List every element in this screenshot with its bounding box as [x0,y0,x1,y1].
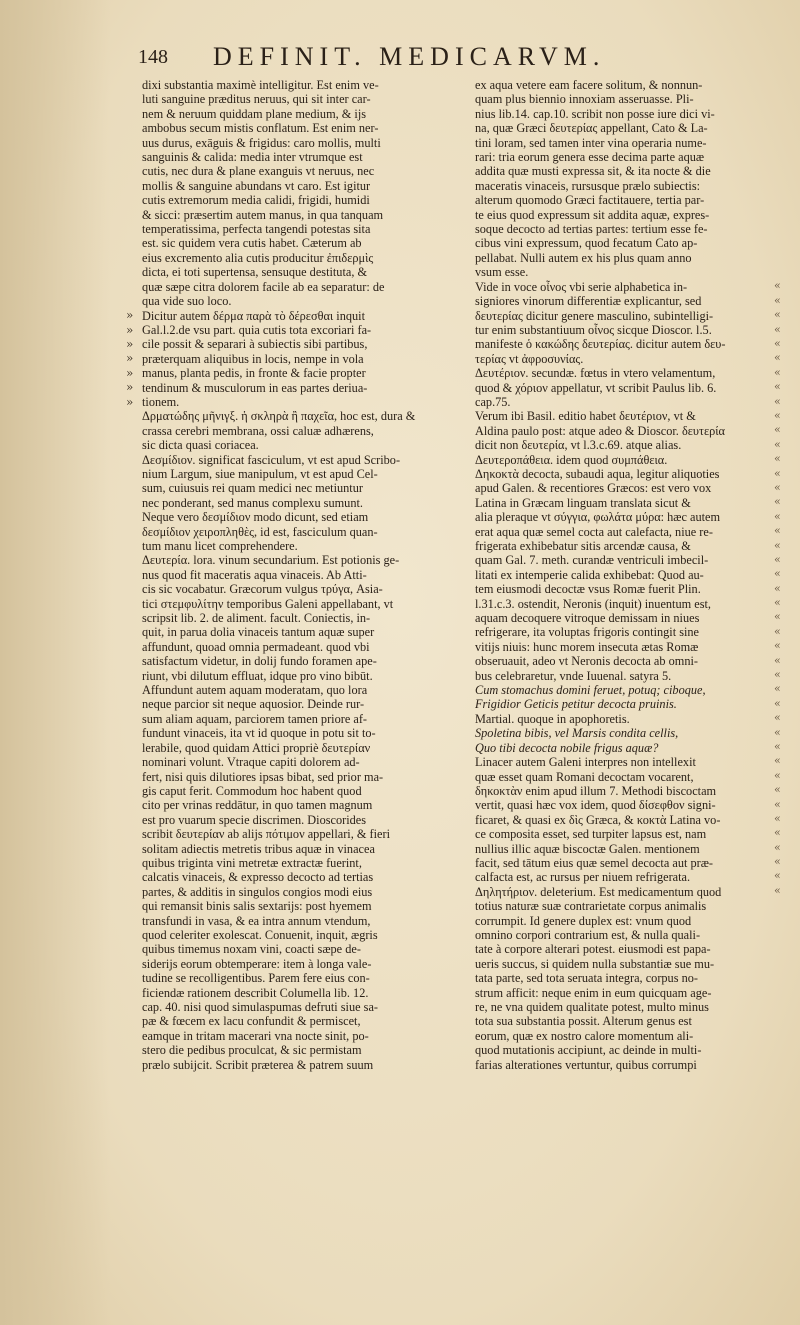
text-line: tota sua substantia possit. Alterum genus est [475,1014,692,1029]
text-line: dixi substantia maximè intelligitur. Est enim ve- [142,78,379,92]
margin-mark: « [774,279,781,293]
text-line: tem eiusmodi decoctæ vsus Romæ fuerit Plin. [475,582,701,597]
text-line: litati ex intemperie calida exhibebat: Quod au- [475,567,704,582]
text-line: eamque in tritam macerari vna nocte sinit, po- [142,1028,369,1043]
margin-mark: « [774,696,781,710]
text-line: bus celebraretur, vnde Iuuenal. satyra 5. [475,668,672,683]
margin-mark [774,222,792,236]
text-line: Δευτέριον. secundæ. fœtus in vtero velamentum, [475,366,716,381]
text-line: cito per vrinas reddātur, in quo tamen magnum [142,798,373,813]
margin-mark [774,265,792,279]
margin-mark [774,193,792,207]
margin-mark [774,107,792,121]
text-line: tate à corpore alterari potest. eiusmodi est papa- [475,942,711,957]
text-line: stero die pedibus proculcat, & sic permistam [142,1043,362,1058]
text-line: lerabile, quod quidam Attici propriè δευτερίαν [142,740,371,755]
text-line: quæ sæpe citra dolorem facile ab ea separatur: de [142,279,385,294]
text-line: Frigidior Geticis petitur decocta pruinis. [475,697,677,712]
text-line: pæ & fœcem ex lacu confundit & permiscet, [142,1014,361,1029]
margin-mark [126,150,140,164]
text-line: τερίας vt ἀφροσυνίας. [475,351,584,366]
text-line: quam Gal. 7. meth. curandæ ventriculi imbecil- [475,553,709,568]
margin-mark: « [774,739,781,753]
text-line: δευτερίας dicitur genere masculino, subintelligi- [475,308,714,323]
text-line: ce composita esset, sed turpiter lapsus est, nam [475,827,707,842]
text-line: Martial. quoque in apophoretis. [475,711,630,726]
page-number: 148 [138,46,168,68]
text-line: mollis & sanguine abundans vt caro. Est igitur [142,178,371,193]
margin-mark: « [774,437,781,451]
margin-mark: « [774,452,781,466]
margin-mark: « [774,883,781,897]
margin-mark: « [774,653,781,667]
text-line: Δηκοκτὰ decocta, subaudi aqua, legitur aliquoties [475,466,720,481]
text-line: Gal.l.2.de vsu part. quia cutis tota excoriari fa- [142,322,372,337]
text-line: tici στεμφυλίτην temporibus Galeni appellabant, vt [142,596,394,611]
text-line: ficiendæ rationem describit Columella lib. 12. [142,985,369,1000]
text-line: cap.75. [475,394,511,409]
margin-mark: « [774,293,781,307]
text-line: frigerata exhibebatur sitis arcendæ causa, & [475,539,691,553]
text-line: quod & χόριον appellatur, vt scribit Paulus lib. 6. [475,380,717,395]
text-line: præterquam aliquibus in locis, nempe in vola [142,351,364,366]
margin-mark: « [774,552,781,566]
text-line: est. sic quidem vera cutis habet. Cæterum ab [142,236,362,251]
margin-mark [774,164,792,178]
text-line: tudine se recolligentibus. Parem fere eius con- [142,971,370,986]
right-margin-quotes [774,78,792,898]
margin-mark: « [774,840,781,854]
margin-mark: » [126,365,134,380]
text-line: facit, sed tātum eius quæ semel decocta aut præ- [475,855,714,870]
text-line: eorum, quæ ex nostro calore momentum ali- [475,1028,694,1043]
text-line: ficaret, & quasi ex δὶς Græca, & κοκτὰ Latina vo- [475,812,721,827]
text-line: nius lib.14. cap.10. scribit non posse iure dici vi- [475,106,715,121]
text-line: Aldina paulo post: atque adeo & Dioscor. δευτερία [475,423,725,438]
text-line: nullius illic aquæ biscoctæ Galen. mentionem [475,841,700,856]
margin-mark: « [774,322,781,336]
margin-mark: « [774,768,781,782]
text-line: cis sic vocabatur. Græcorum vulgus τρύγα, Asia- [142,582,383,597]
text-line: signiores vinorum differentiæ explicantur, sed [475,294,702,309]
margin-mark: » [126,308,134,323]
margin-mark [126,92,140,106]
margin-mark [126,121,140,135]
text-line: uus durus, exāguis & frigidus: caro mollis, multi [142,135,381,150]
page-gutter-shadow [0,0,110,1325]
margin-mark: « [774,480,781,494]
text-line: quibus timemus noxam vini, coacti sæpe de- [142,942,361,957]
margin-mark: » [126,351,134,366]
text-line: farias alterationes vertuntur, quibus corrumpi [475,1057,697,1072]
text-line: refrigerare, ita voluptas frigoris contingit sine [475,625,700,640]
text-line: cap. 40. nisi quod simulaspumas defruti siue sa- [142,1000,378,1014]
margin-mark: « [774,826,781,840]
margin-mark: « [774,811,781,825]
text-line: nium Largum, siue manipulum, vt est apud Cel- [142,466,378,481]
margin-mark [126,236,140,250]
margin-mark: « [774,495,781,509]
text-line: ueris succus, si quidem nulla substantiæ sue mu- [475,956,715,971]
margin-mark: « [774,624,781,638]
text-line: eius excremento alia cutis producitur ἐπιδερμὶς [142,250,374,265]
text-line: sum, cuiusuis rei quam medici nec metiuntur [142,481,363,496]
text-line: totius naturæ suæ contrarietate corpus animalis [475,899,707,914]
text-line: transfundi in vasa, & ea intra annum vtendum, [142,913,371,928]
margin-mark: « [774,754,781,768]
text-line: corrumpit. Id genere duplex est: vnum quod [475,913,692,928]
text-line: δεσμίδιον χειροπληθὲς, id est, fasciculum quan- [142,524,378,539]
text-line: crassa cerebri membrana, ossi caluæ adhærens, [142,423,374,438]
margin-mark [774,150,792,164]
text-line: gis caput ferit. Commodum hoc habent quod [142,783,362,798]
text-line: erat aqua quæ semel cocta aut calefacta, niue re- [475,524,713,539]
text-line: soque decocto ad tertias partes: tertium esse fe- [475,222,708,237]
text-line: satisfactum videtur, in dolij fundo foramen ape- [142,654,377,669]
text-line: manifeste ὁ κακώδης δευτερίας. dicitur autem δευ- [475,337,726,352]
text-line: Dicitur autem δέρμα παρὰ τὸ δέρεσθαι inquit [142,308,365,323]
text-line: tendinum & musculorum in eas partes deriua- [142,380,368,395]
text-line: tum manu licet comprehendere. [142,539,298,553]
margin-mark: « [774,567,781,581]
text-line: quibus triginta vini metretæ extractæ fuerint, [142,855,362,870]
text-line: Spoletina bibis, vel Marsis condita cellis, [475,726,679,741]
text-line: sum aliam aquam, parciorem tamen priore af- [142,711,368,726]
text-line: Affundunt autem aquam moderatam, quo lora [142,683,368,698]
running-title: DEFINIT. MEDICARVM. [213,42,606,71]
text-line: Δηλητήριον. deleterium. Est medicamentum quod [475,884,722,899]
text-line: est pro vuarum specie discrimen. Dioscorides [142,812,367,827]
text-line: Neque vero δεσμίδιον modo dicunt, sed etiam [142,510,369,525]
text-line: siderijs eorum obtemperare: item à longa vale- [142,956,372,971]
text-line: ambobus secum mistis conflatum. Est enim ner- [142,121,379,136]
text-line: sic dicta quasi coriacea. [142,438,259,453]
text-line: dicta, ei toti supertensa, sensuque destituta, & [142,265,368,280]
text-line: scripsit lib. 2. de aliment. facult. Coniectis, in- [142,611,371,626]
text-line: prælo subijcit. Scribit præterea & patrem suum [142,1057,374,1072]
margin-mark: » [126,337,134,352]
margin-mark: « [774,596,781,610]
text-line: na, quæ Græci δευτερίας appellant, Cato & La- [475,121,708,136]
text-line: tur enim substantiuum οἶνος sicque Dioscor. l.5. [475,322,712,337]
text-line: nominari volunt. Vtraque capiti dolorem ad- [142,755,360,770]
text-line: te eius quod expressum sit addita aquæ, expres- [475,207,710,222]
margin-mark: « [774,466,781,480]
margin-mark: » [126,322,134,337]
left-text-column [142,78,467,1303]
margin-mark [774,136,792,150]
margin-mark [126,251,140,265]
text-line: vertit, quasi hæc vox idem, quod δίσεφθον signi- [475,798,716,813]
margin-mark: « [774,581,781,595]
text-line: Vide in voce οἶνος vbi serie alphabetica in- [475,279,688,294]
text-line: calfacta est, ac rursus per niuem refrigerata. [475,870,691,885]
margin-mark: « [774,351,781,365]
text-line: addita quæ musti expressa sit, & ita nocte & die [475,164,711,179]
text-line: aquam decoquere vitroque demissam in niues [475,611,700,626]
text-line: dicit non δευτερία, vt l.3.c.69. atque alias. [475,438,682,453]
margin-mark: « [774,869,781,883]
text-line: temperatissima, perfecta tangendi potestas sita [142,222,371,237]
text-line: Δρματώδης μῆνιγξ. ἡ σκληρὰ ἢ παχεῖα, hoc est, dura & [142,409,416,424]
text-line: δηκοκτὰν enim apud illum 7. Methodi biscoctam [475,783,717,798]
text-line: partes, & additis in singulos congios modi eius [142,884,373,899]
margin-mark [774,251,792,265]
text-line: riunt, vbi dilutum effluat, idque pro vino bibūt. [142,668,373,683]
text-line: quam plus biennio innoxiam asseruasse. Pli- [475,92,694,107]
text-line: alia pleraque vt σύγγια, φωλάτα μύρα: hæc autem [475,510,721,525]
text-line: Δευτεροπάθεια. idem quod συμπάθεια. [475,452,668,467]
text-line: vitijs niuis: hunc morem insecuta ætas Romæ [475,639,699,654]
text-line: quæ esset quam Romani decoctam vocarent, [475,769,694,784]
margin-mark: « [774,538,781,552]
margin-mark [774,121,792,135]
page-header [138,42,780,76]
margin-mark: « [774,639,781,653]
margin-mark [126,179,140,193]
text-line: qua vide suo loco. [142,294,232,309]
margin-mark [774,78,792,92]
margin-mark [774,92,792,106]
text-line: qui remansit binis salis sextarijs: post hyemem [142,899,372,914]
margin-mark: « [774,408,781,422]
margin-mark: « [774,509,781,523]
text-line: Δεσμίδιον. significat fasciculum, vt est apud Scribo- [142,452,401,467]
margin-mark [774,208,792,222]
text-line: Quo tibi decocta nobile frigus aquæ? [475,740,659,755]
margin-mark: « [774,711,781,725]
margin-mark: « [774,668,781,682]
left-margin-quotes [126,78,140,409]
margin-mark: « [774,394,781,408]
margin-mark [126,136,140,150]
text-line: manus, planta pedis, in fronte & facie propter [142,366,366,381]
margin-mark: « [774,380,781,394]
text-line: & sicci: præsertim autem manus, in qua tanquam [142,207,384,222]
margin-mark [126,279,140,293]
text-line: Verum ibi Basil. editio habet δευτέριον, vt & [475,409,696,424]
text-line: rari: tria eorum genera esse decima parte aquæ [475,150,705,165]
text-line: quit, in parua dolia vinaceis tantum aquæ super [142,625,375,640]
text-line: obseruauit, adeo vt Neronis decocta ab omni- [475,654,698,669]
text-line: cutis extremorum media calidi, frigidi, humidi [142,193,370,208]
text-line: l.31.c.3. ostendit, Neronis (inquit) inuentum est, [475,596,712,611]
margin-mark: « [774,855,781,869]
text-line: scribit δευτερίαν ab alijs πότιμον appellari, & fieri [142,827,390,842]
margin-mark: « [774,308,781,322]
margin-mark: « [774,365,781,379]
text-line: calcatis vinaceis, & expresso decocto ad tertias [142,870,374,885]
text-line: pellabat. Nulli autem ex his plus quam anno [475,250,692,265]
text-line: fert, nisi quis dilutiores ipsas bibat, sed prior ma- [142,769,384,784]
margin-mark: « [774,682,781,696]
text-line: apud Galen. & recentiores Græcos: est vero vox [475,481,712,496]
margin-mark: « [774,610,781,624]
text-line: vsum esse. [475,265,529,280]
text-line: tionem. [142,394,180,409]
text-line: cibus vini expressum, quod fecatum Cato ap- [475,236,698,251]
margin-mark: « [774,337,781,351]
margin-mark [126,294,140,308]
text-line: Linacer autem Galeni interpres non intellexit [475,755,696,770]
text-line: Δευτερία. lora. vinum secundarium. Est potionis ge- [142,553,400,568]
text-line: tini loram, sed tamen inter vina operaria nume- [475,135,707,150]
text-line: nus quod fit maceratis aqua vinaceis. Ab Atti- [142,567,367,582]
margin-mark [126,208,140,222]
text-line: nec ponderant, sed manus complexu sumunt. [142,495,363,510]
text-line: cile possit & separari à subiectis sibi partibus, [142,337,368,352]
margin-mark [774,236,792,250]
text-line: re, ne vna quidem qualitate potest, multo minus [475,1000,709,1014]
margin-mark: « [774,797,781,811]
text-line: ex aqua vetere eam facere solitum, & nonnun- [475,78,703,92]
text-line: strum afficit: neque enim in eum quicquam age- [475,985,712,1000]
text-line: quod mutationis accipiunt, ac deinde in multi- [475,1043,702,1058]
margin-mark: » [126,394,134,409]
text-line: quod celeriter exolescat. Conuenit, inquit, ægris [142,927,378,942]
text-line: neque parcior sit neque aquosior. Deinde rur- [142,697,365,712]
text-line: alterum quomodo Græci factitauere, tertia par- [475,193,705,208]
margin-mark [126,193,140,207]
margin-mark [126,164,140,178]
text-line: tata parte, sed tota seruata integra, corpus no- [475,971,698,986]
margin-mark: » [126,380,134,395]
right-text-column [475,78,800,1303]
text-line: maceratis vinaceis, rursusque prælo subiectis: [475,178,701,193]
text-line: cutis, nec dura & plane exanguis vt neruus, nec [142,164,375,179]
text-line: luti sanguine præditus neruus, qui sit inter car- [142,92,371,107]
margin-mark [126,107,140,121]
text-line: Cum stomachus domini feruet, potuq; ciboque, [475,683,706,698]
margin-mark: « [774,725,781,739]
margin-mark [126,78,140,92]
text-line: sanguinis & calida: media inter vtrumque est [142,150,363,165]
text-line: affundunt, quoad omnia permadeant. quod vbi [142,639,370,654]
margin-mark [126,222,140,236]
text-line: Latina in Græcam linguam translata sicut & [475,495,691,510]
margin-mark [774,179,792,193]
text-line: omnino corpori contrarium est, & nulla quali- [475,927,701,942]
margin-mark [126,265,140,279]
text-line: fundunt vinaceis, ita vt id quoque in potu sit to- [142,726,376,741]
margin-mark: « [774,524,781,538]
margin-mark: « [774,423,781,437]
text-line: solitam adiectis metretis tribus aquæ in vinacea [142,841,375,856]
text-line: nem & neruum quiddam plane medium, & ijs [142,106,367,121]
margin-mark: « [774,783,781,797]
